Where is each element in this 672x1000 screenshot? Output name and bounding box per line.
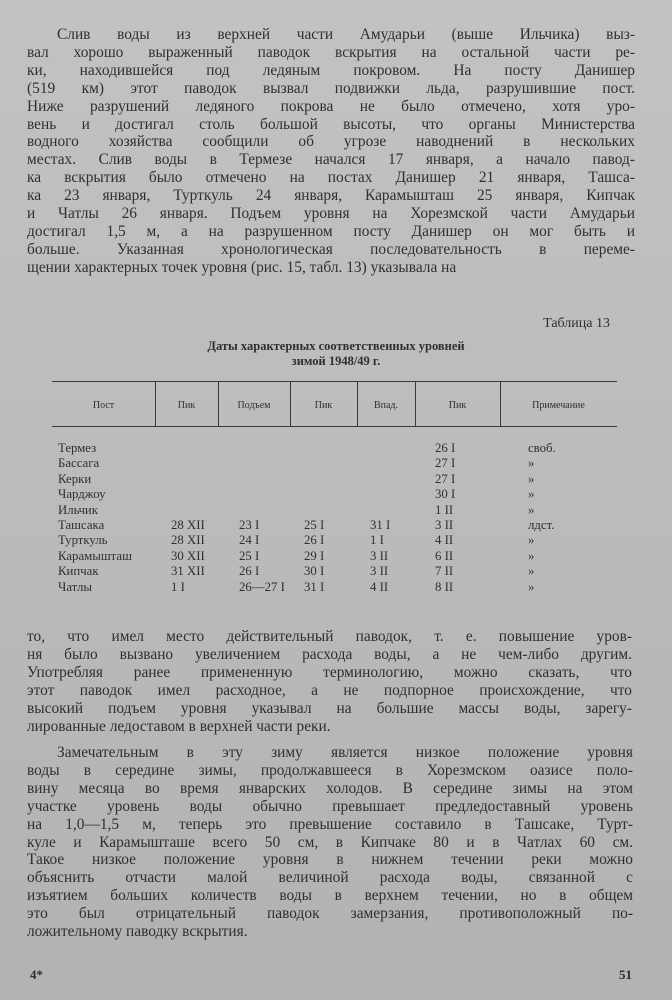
table-cell-note: » <box>528 471 535 486</box>
table-title-line-2: зимой 1948/49 г. <box>291 354 381 368</box>
table-cell-c5: 27 I <box>435 456 456 471</box>
table-cell-post: Турткуль <box>58 533 108 548</box>
table-header-cell: Пик <box>448 400 467 411</box>
page-number: 51 <box>619 967 632 982</box>
text-line: Ниже разрушений ледяного покрова не было отмечено, хотя уро- <box>27 97 635 115</box>
table-cell-c3: 31 I <box>304 579 325 594</box>
table-cell-c1: 28 XII <box>171 533 205 548</box>
table-cell-c5: 1 II <box>435 502 454 517</box>
table-cell-c2: 23 I <box>239 518 260 532</box>
text-line: Замечательным в эту зиму является низкое положение уровня <box>57 744 633 761</box>
text-line: достигал 1,5 м, а на разрушенном посту Данишер он мог быть и <box>27 222 635 240</box>
text-line: воды в середине зимы, продолжавшееся в Хорезмском оазисе поло- <box>27 761 633 779</box>
text-line: ложительному паводку вскрытия. <box>27 923 248 941</box>
table-cell-c1: 31 XII <box>171 564 205 579</box>
table-header-cell: Пост <box>92 400 115 411</box>
table-header-cell: Примечание <box>532 400 585 411</box>
table-row <box>0 533 672 548</box>
table-cell-c4: 3 II <box>370 564 389 579</box>
table-cell-c5: 30 I <box>435 487 456 502</box>
text-line: ка вскрытия было отмечено на постах Данишер 21 января, Ташса- <box>27 169 635 187</box>
table-cell-note: » <box>528 533 535 548</box>
paragraph-top <box>27 26 635 277</box>
table-cell-c3: 26 I <box>304 533 325 548</box>
text-line: водного хозяйства сообщили об угрозе наводнений в нескольких <box>27 133 635 151</box>
text-line: ки, находившейся под ледяным покровом. На посту Данишер <box>27 61 635 79</box>
text-line: Такое низкое положение уровня в нижнем течении реки можно <box>27 851 633 869</box>
text-line: вину месяца во время январских холодов. В середине зимы на этом <box>27 779 633 797</box>
table-cell-c5: 27 I <box>435 471 456 486</box>
table-cell-note: » <box>528 487 535 502</box>
text-line: на 1,0—1,5 м, теперь это превышение составило в Ташсаке, Турт- <box>27 815 633 833</box>
table-cell-note: своб. <box>528 441 556 455</box>
table-cell-note: » <box>528 456 535 471</box>
paragraph-bottom-1 <box>27 628 632 735</box>
table-cell-note: лдст. <box>528 518 555 532</box>
text-line: это был отрицательный паводок замерзания, противоположный по- <box>27 905 633 923</box>
text-line: Употребляя ранее примененную терминологию, можно сказать, что <box>27 663 632 681</box>
text-line: (519 км) этот паводок вызвал подвижки льда, разрушившие пост. <box>27 79 635 97</box>
text-line: объяснить отчасти малой величиной расхода воды, связанной с <box>27 869 633 887</box>
table-cell-c2: 24 I <box>239 533 260 548</box>
table-cell-c3: 25 I <box>304 518 325 532</box>
text-line: куле и Карамышташе всего 50 см, в Кипчаке 80 и в Чатлах 60 см. <box>27 833 633 851</box>
table-cell-c2: 25 I <box>239 548 260 563</box>
table-cell-post: Кипчак <box>58 564 99 579</box>
table-cell-c5: 3 II <box>435 518 454 532</box>
table-cell-c4: 4 II <box>370 579 389 594</box>
text-line: ня было вызвано увеличением расхода воды, а не чем-либо другим. <box>27 645 632 663</box>
table-cell-post: Термез <box>58 441 97 455</box>
table-row <box>0 472 672 487</box>
table-cell-post: Керки <box>58 471 92 486</box>
table-row <box>0 487 672 502</box>
table-header-cell: Пик <box>177 400 196 411</box>
text-line: участке уровень воды обычно превышает предледоставный уровень <box>27 797 633 815</box>
table-cell-c4: 3 II <box>370 548 389 563</box>
text-line: то, что имел место действительный паводок, т. е. повышение уров- <box>27 628 632 645</box>
table-cell-c3: 29 I <box>304 548 325 563</box>
text-line: местах. Слив воды в Термезе начался 17 января, а начало павод- <box>27 151 635 169</box>
text-line: ка 23 января, Турткуль 24 января, Карамышташ 25 января, Кипчак <box>27 187 635 205</box>
table-cell-c5: 6 II <box>435 548 454 563</box>
table-title-line-1: Даты характерных соответственных уровней <box>207 339 465 353</box>
table-cell-c1: 30 XII <box>171 548 205 563</box>
table-row <box>0 549 672 564</box>
text-line: лированные ледоставом в верхней части реки. <box>27 717 331 735</box>
table-cell-post: Чатлы <box>58 579 92 594</box>
table-cell-c5: 7 II <box>435 564 454 579</box>
text-line: вал хорошо выраженный паводок вскрытия на остальной части ре- <box>27 43 635 61</box>
text-line: больше. Указанная хронологическая последовательность в переме- <box>27 240 635 258</box>
table-row <box>0 580 672 595</box>
paragraph-bottom-2 <box>27 744 633 941</box>
table-header-rule <box>52 426 617 427</box>
table-cell-post: Ташсака <box>58 518 105 532</box>
text-line: и Чатлы 26 января. Подъем уровня на Хорезмской части Амударьи <box>27 205 635 223</box>
table-top-rule <box>52 381 617 382</box>
table-cell-c4: 1 I <box>370 533 384 548</box>
table-cell-note: » <box>528 579 535 594</box>
table-cell-c4: 31 I <box>370 518 391 532</box>
text-line: щении характерных точек уровня (рис. 15, табл. 13) указывала на <box>27 258 457 276</box>
table-number: Таблица 13 <box>543 316 610 331</box>
table-cell-c2: 26 I <box>239 564 260 579</box>
table-cell-note: » <box>528 502 535 517</box>
text-line: изъятием больших количеств воды в верхнем течении, но в общем <box>27 887 633 905</box>
table-row <box>0 503 672 518</box>
table-cell-c2: 26—27 I <box>239 579 285 594</box>
text-line: этот паводок имел расходное, а не подпорное происхождение, что <box>27 681 632 699</box>
text-line: вень и достигал столь большой высоты, что органы Министерства <box>27 115 635 133</box>
table-row <box>0 564 672 579</box>
text-line: высокий подъем уровня указывал на большие массы воды, зарегу- <box>27 699 632 717</box>
table-cell-c1: 1 I <box>171 579 185 594</box>
table-cell-c3: 30 I <box>304 564 325 579</box>
table-header-cell: Пик <box>314 400 333 411</box>
table-cell-post: Бассага <box>58 456 100 471</box>
table-cell-c1: 28 XII <box>171 518 205 532</box>
table-cell-post: Ильчик <box>58 502 98 517</box>
table-header-cell: Впад. <box>373 400 399 411</box>
table-cell-note: » <box>528 564 535 579</box>
text-line: Слив воды из верхней части Амударьи (выше Ильчика) выз- <box>57 26 635 43</box>
table-row <box>0 518 672 533</box>
table-row <box>0 441 672 456</box>
table-title <box>0 339 672 369</box>
table-cell-post: Чарджоу <box>58 487 106 502</box>
table-cell-c5: 8 II <box>435 579 454 594</box>
table-row <box>0 456 672 471</box>
signature-mark: 4* <box>30 967 43 982</box>
table-cell-note: » <box>528 548 535 563</box>
table-header-cell: Подъем <box>237 400 271 411</box>
table-cell-post: Карамышташ <box>58 548 132 563</box>
table-cell-c5: 4 II <box>435 533 454 548</box>
table-cell-c5: 26 I <box>435 441 456 455</box>
